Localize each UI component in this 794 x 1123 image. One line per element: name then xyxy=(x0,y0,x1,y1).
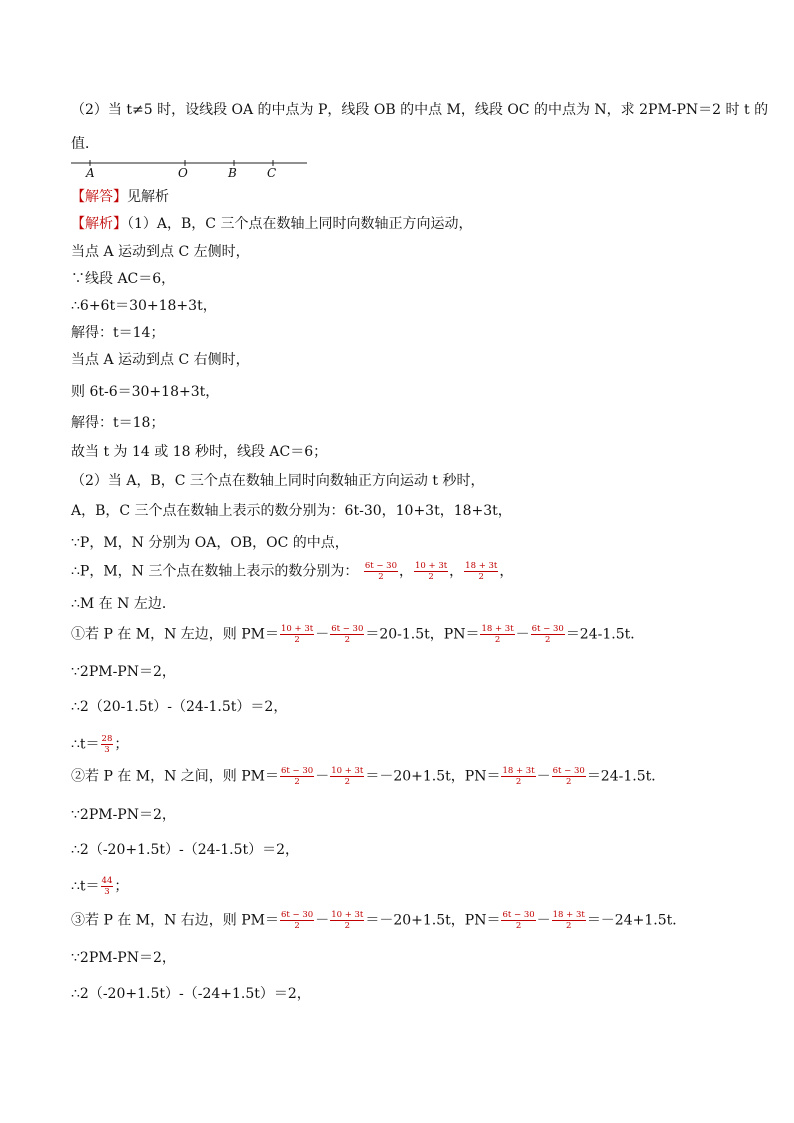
case1-pre: ①若 P 在 M，N 左边，则 PM＝ xyxy=(71,626,280,643)
fraction-m-den: 2 xyxy=(294,635,300,645)
fraction-n xyxy=(480,624,514,645)
case1-line xyxy=(71,624,644,645)
fraction-n-num: 18 + 3t xyxy=(502,766,535,776)
fraction-p-den: 2 xyxy=(515,921,522,931)
answer-line xyxy=(71,188,169,206)
analysis-line-5: 解得：t＝14； xyxy=(71,325,165,341)
minus-sign: － xyxy=(536,912,551,929)
case2-pre: ②若 P 在 M，N 之间，则 PM＝ xyxy=(71,768,280,785)
case1-end: ＝24-1.5t． xyxy=(565,626,645,643)
fraction-m xyxy=(330,910,364,931)
fraction-p-num: 6t − 30 xyxy=(281,766,314,776)
fraction-p-den: 2 xyxy=(294,921,300,931)
fraction-m-num: 10 + 3t xyxy=(415,561,448,571)
comma: ， xyxy=(499,563,514,580)
fraction-m-den: 2 xyxy=(344,921,350,931)
comma: ， xyxy=(449,563,464,580)
analysis-line-1 xyxy=(71,215,472,233)
axis-label-c: C xyxy=(267,166,277,180)
fraction-m-num: 10 + 3t xyxy=(281,624,314,634)
case3-end: ＝－24+1.5t． xyxy=(586,912,687,929)
case2-line xyxy=(71,766,665,787)
case2-end: ＝24-1.5t． xyxy=(586,768,666,785)
case1-equation: ∴2（20-1.5t）-（24-1.5t）＝2， xyxy=(71,699,288,715)
fraction-p-den: 2 xyxy=(294,777,300,787)
answer-tag: 【解答】 xyxy=(71,189,127,205)
fraction-p-num: 6t − 30 xyxy=(552,766,585,776)
fraction-m xyxy=(414,561,448,582)
case3-mid: ＝－20+1.5t，PN＝ xyxy=(365,912,501,929)
semicolon: ； xyxy=(114,878,129,895)
fraction-p xyxy=(364,561,398,582)
case1-result xyxy=(71,734,128,755)
axis-label-o: O xyxy=(178,166,188,180)
fraction-p-num: 6t − 30 xyxy=(364,561,397,571)
fraction-p xyxy=(330,624,364,645)
fraction-p-num: 6t − 30 xyxy=(502,910,535,920)
minus-sign: － xyxy=(515,626,530,643)
fraction-n xyxy=(552,910,586,931)
fraction-m-num: 10 + 3t xyxy=(331,766,364,776)
fraction-p xyxy=(552,766,586,787)
minus-sign: － xyxy=(315,626,330,643)
analysis-tag: 【解析】 xyxy=(71,216,127,232)
fraction-p-den: 2 xyxy=(344,635,350,645)
fraction-n-den: 2 xyxy=(494,635,501,645)
case3-condition: ∵2PM-PN＝2， xyxy=(71,950,176,966)
fraction-p-den: 2 xyxy=(545,635,551,645)
minus-sign: － xyxy=(315,912,330,929)
fraction-m-den: 2 xyxy=(428,572,434,582)
fraction-t1 xyxy=(101,734,114,755)
fraction-t2-den: 3 xyxy=(104,887,110,897)
fraction-p xyxy=(280,766,314,787)
fraction-n-num: 18 + 3t xyxy=(465,561,498,571)
fraction-p-num: 6t − 30 xyxy=(531,624,564,634)
fraction-t2 xyxy=(101,876,114,897)
analysis-line-13 xyxy=(71,561,513,582)
answer-text: 见解析 xyxy=(127,189,169,205)
analysis-line-10: （2）当 A，B，C 三个点在数轴上同时向数轴正方向运动 t 秒时， xyxy=(71,473,485,489)
fraction-t2-num: 44 xyxy=(101,876,113,886)
fraction-n-den: 2 xyxy=(478,572,484,582)
case1-condition: ∵2PM-PN＝2， xyxy=(71,664,176,680)
case2-result xyxy=(71,876,128,897)
case2-mid: ＝－20+1.5t，PN＝ xyxy=(365,768,501,785)
problem-line-2: 值． xyxy=(71,136,99,152)
fraction-n-den: 2 xyxy=(515,777,522,787)
minus-sign: － xyxy=(315,768,330,785)
fraction-n-num: 18 + 3t xyxy=(481,624,514,634)
analysis-line-7: 则 6t-6＝30+18+3t， xyxy=(71,384,220,400)
case1-result-pre: ∴t＝ xyxy=(71,736,100,753)
fraction-p-num: 6t − 30 xyxy=(331,624,364,634)
analysis-text-13: ∴P，M，N 三个点在数轴上表示的数分别为： xyxy=(71,563,359,580)
fraction-m xyxy=(280,624,314,645)
case3-line xyxy=(71,910,686,931)
analysis-line-6: 当点 A 运动到点 C 右侧时， xyxy=(71,352,250,368)
analysis-text-1: （1）A，B，C 三个点在数轴上同时向数轴正方向运动， xyxy=(127,216,473,232)
problem-line-1: （2）当 t≠5 时，设线段 OA 的中点为 P，线段 OB 的中点 M，线段 OC 的中点为 N，求 2PM-PN＝2 时 t 的 xyxy=(71,102,769,118)
fraction-p xyxy=(531,624,565,645)
fraction-n xyxy=(501,766,535,787)
fraction-m-den: 2 xyxy=(344,777,350,787)
fraction-n-den: 2 xyxy=(566,921,572,931)
case3-pre: ③若 P 在 M，N 右边，则 PM＝ xyxy=(71,912,280,929)
case2-equation: ∴2（-20+1.5t）-（24-1.5t）＝2， xyxy=(71,842,300,858)
semicolon: ； xyxy=(114,736,129,753)
case2-result-pre: ∴t＝ xyxy=(71,878,100,895)
analysis-line-11: A，B，C 三个点在数轴上表示的数分别为：6t-30，10+3t，18+3t， xyxy=(71,503,512,519)
analysis-line-3: ∵线段 AC＝6， xyxy=(71,271,176,287)
analysis-line-9: 故当 t 为 14 或 18 秒时，线段 AC＝6； xyxy=(71,444,328,460)
fraction-p-num: 6t − 30 xyxy=(281,910,314,920)
case1-mid: ＝20-1.5t，PN＝ xyxy=(365,626,480,643)
fraction-m-num: 10 + 3t xyxy=(331,910,364,920)
case2-condition: ∵2PM-PN＝2， xyxy=(71,807,176,823)
fraction-n xyxy=(464,561,498,582)
analysis-line-8: 解得：t＝18； xyxy=(71,415,165,431)
comma: ， xyxy=(399,563,413,580)
axis-label-b: B xyxy=(228,166,237,180)
fraction-p xyxy=(280,910,314,931)
fraction-n-num: 18 + 3t xyxy=(552,910,585,920)
analysis-line-2: 当点 A 运动到点 C 左侧时， xyxy=(71,244,250,260)
case3-equation: ∴2（-20+1.5t）-（-24+1.5t）＝2， xyxy=(71,986,311,1002)
fraction-t1-den: 3 xyxy=(104,745,110,755)
analysis-line-14: ∴M 在 N 左边． xyxy=(71,596,176,612)
axis-label-a: A xyxy=(86,166,95,180)
minus-sign: － xyxy=(536,768,551,785)
fraction-m xyxy=(330,766,364,787)
fraction-t1-num: 28 xyxy=(101,734,113,744)
analysis-line-4: ∴6+6t＝30+18+3t， xyxy=(71,298,217,314)
fraction-p-den: 2 xyxy=(566,777,572,787)
fraction-p xyxy=(501,910,535,931)
fraction-p-den: 2 xyxy=(378,572,384,582)
analysis-line-12: ∵P，M，N 分别为 OA，OB，OC 的中点， xyxy=(71,535,349,551)
